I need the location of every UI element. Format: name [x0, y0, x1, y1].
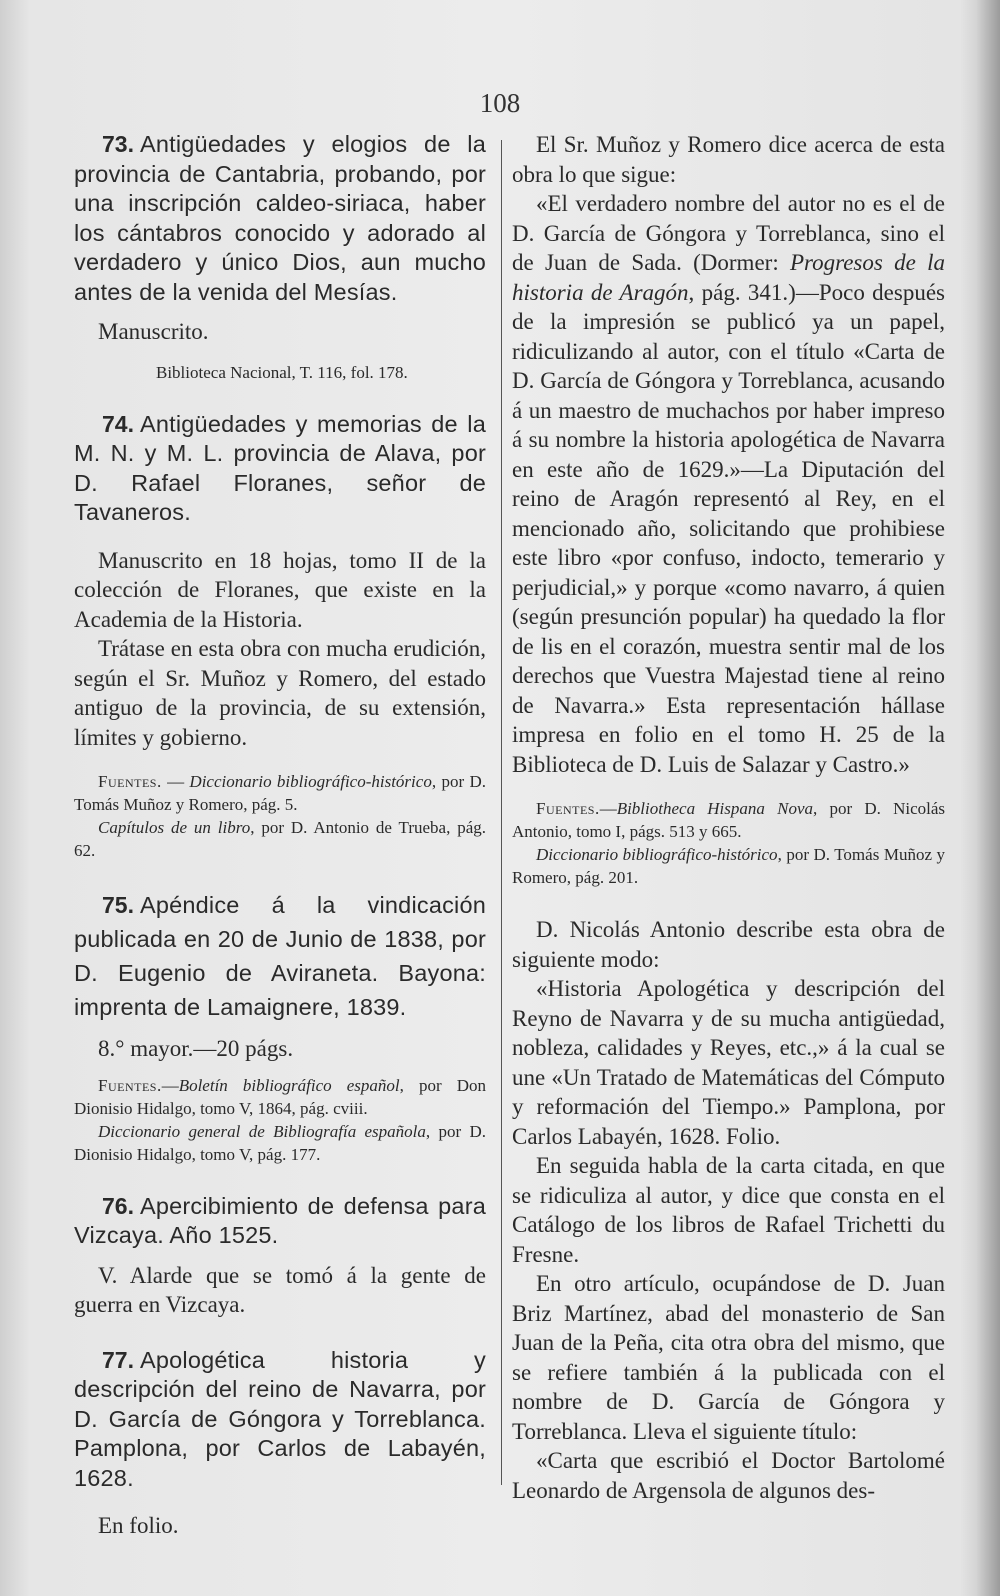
entry-heading [74, 410, 486, 528]
source-detail: , por D. Nicolás Antonio, tomo I, págs. 513 y 665. [512, 799, 945, 841]
page-edge-shadow [976, 0, 1000, 1596]
source-detail: , por D. Antonio de Trueba, pág. 62. [74, 818, 486, 860]
sources-dash: — [161, 1075, 179, 1095]
entry-76 [74, 1192, 486, 1320]
source-title: Diccionario bibliográfico-histórico [189, 772, 432, 791]
entry-heading [74, 1346, 486, 1494]
sources-label: Fuentes. [98, 772, 162, 791]
quote-cited-title: Progresos de la historia de Aragón [512, 250, 945, 305]
quote-text: «El verdadero nombre del autor no es el de D. García de Góngora y Torreblanca, sino el de Juan de Sada. (Dormer: [512, 191, 945, 275]
entry-sources [74, 1120, 486, 1166]
entry-sources [74, 816, 486, 862]
entry-title: Apéndice á la vindicación publicada en 20 de Junio de 1838, por D. Eugenio de Aviraneta. Bayona: imprenta de Lamaignere, 1839. [74, 892, 486, 1020]
entry-description: Trátase en esta obra con mucha erudición, según el Sr. Muñoz y Romero, del estado antiguo de la provincia, de su extensión, límites y gobierno. [74, 636, 486, 750]
entry-73 [74, 130, 486, 384]
entry-format: En folio. [98, 1513, 179, 1538]
entry-heading [74, 888, 486, 1024]
entry-number: 77. [102, 1346, 134, 1373]
commentary-intro: El Sr. Muñoz y Romero dice acerca de esta obra lo que sigue: [512, 132, 945, 187]
quote-text: , pág. 341.)—Poco después de la impresión se publicó ya un papel, ridiculizando al autor, con el título «Carta de D. García de Góngora y Torreblanca, acusando á un maestro de muchachos por haber impreso á su nombre la historia apologética de Navarra en este año de 1629.»—La Diputación del reino de Aragón representó al Rey, en el mencionado año, solicitando que prohibiese este libro «por confuso, indocto, temerario y perjudicial,» y porque «como navarro, á quien (según presunción popular) ha quedado la flor de lis en el corazón, muestra sentir mal de los derechos que Vuestra Majestad tiene al reino de Navarra.» Esta representación hállase impresa en folio en el tomo H. 25 de la Biblioteca de D. Luis de Salazar y Castro.» [512, 279, 945, 777]
entry-description: V. Alarde que se tomó á la gente de guerra en Vizcaya. [74, 1262, 486, 1317]
entry-74 [74, 410, 486, 863]
entry-number: 75. [102, 892, 134, 918]
source-detail: , por D. Tomás Muñoz y Romero, pág. 5. [74, 772, 486, 814]
entry-format: Manuscrito. [98, 319, 209, 344]
sources-dash: — [161, 772, 190, 791]
commentary-paragraph: En otro artículo, ocupándose de D. Juan Briz Martínez, abad del monasterio de San Juan de la Peña, cita otra obra del mismo, que se refiere también á la publicada con el nombre de D. García de Góngora y Torreblanca. Lleva el siguiente título: [512, 1271, 945, 1444]
source-detail: , por D. Dionisio Hidalgo, tomo V, pág. 177. [74, 1121, 486, 1164]
entry-title: Antigüedades y elogios de la provincia de Cantabria, probando, por una inscripción caldeo-siriaca, haber los cántabros conocido y adorado al verdadero y único Dios, aun mucho antes de la venida del Mesías. [74, 131, 486, 305]
source-title: Capítulos de un libro [98, 818, 251, 837]
sources-label: Fuentes. [98, 1075, 162, 1095]
commentary-sources [512, 843, 945, 889]
commentary-paragraph: «Carta que escribió el Doctor Bartolomé Leonardo de Argensola de algunos des- [512, 1448, 945, 1503]
sources-label: Fuentes. [536, 799, 600, 818]
source-title: Diccionario general de Bibliografía española [98, 1121, 426, 1141]
entry-format: 8.° mayor.—20 págs. [98, 1036, 294, 1061]
entry-77 [74, 1346, 486, 1541]
source-title: Boletín bibliográfico español [178, 1075, 400, 1095]
entry-number: 73. [102, 131, 134, 157]
entry-library: Biblioteca Nacional, T. 116, fol. 178. [156, 362, 408, 382]
sources-dash: — [599, 799, 617, 818]
source-title: Bibliotheca Hispana Nova [616, 799, 813, 818]
commentary-quote [512, 189, 945, 779]
commentary-paragraph: D. Nicolás Antonio describe esta obra de siguiente modo: [512, 917, 945, 972]
right-column [512, 130, 945, 1505]
entry-title: Apologética historia y descripción del reino de Navarra, por D. García de Góngora y Torreblanca. Pamplona, por Carlos de Labayén, 1628. [74, 1346, 486, 1491]
commentary-paragraph: «Historia Apologética y descripción del Reyno de Navarra y de su mucha antigüedad, nobleza, calidades y Reyes, etc.,» á la cual se une «Un Tratado de Matemáticas del Cómputo y reformación del Tiempo.» Pamplona, por Carlos Labayén, 1628. Folio. [512, 976, 945, 1149]
column-divider [501, 140, 502, 1485]
entry-sources [74, 1074, 486, 1120]
source-detail: , por D. Tomás Muñoz y Romero, pág. 201. [512, 845, 946, 887]
page-number: 108 [479, 88, 521, 118]
entry-title: Apercibimiento de defensa para Vizcaya. Año 1525. [74, 1192, 486, 1248]
entry-heading [74, 130, 486, 307]
entry-number: 76. [102, 1192, 134, 1219]
commentary-sources [512, 797, 945, 843]
entry-number: 74. [102, 410, 134, 437]
entry-description: Manuscrito en 18 hojas, tomo II de la colección de Floranes, que existe en la Academia de la Historia. [74, 547, 486, 632]
source-detail: , por Don Dionisio Hidalgo, tomo V, 1864, pág. cviii. [74, 1075, 486, 1118]
entry-heading [74, 1192, 486, 1251]
entry-75 [74, 888, 486, 1166]
entry-title: Antigüedades y memorias de la M. N. y M. L. provincia de Alava, por D. Rafael Floranes, señor de Tavaneros. [74, 410, 486, 525]
left-column [74, 130, 486, 1541]
entry-sources [74, 770, 486, 816]
commentary-paragraph: En seguida habla de la carta citada, en que se ridiculiza al autor, y dice que consta en el Catálogo de los libros de Rafael Trichetti du Fresne. [512, 1153, 945, 1267]
source-title: Diccionario bibliográfico-histórico [536, 845, 778, 864]
